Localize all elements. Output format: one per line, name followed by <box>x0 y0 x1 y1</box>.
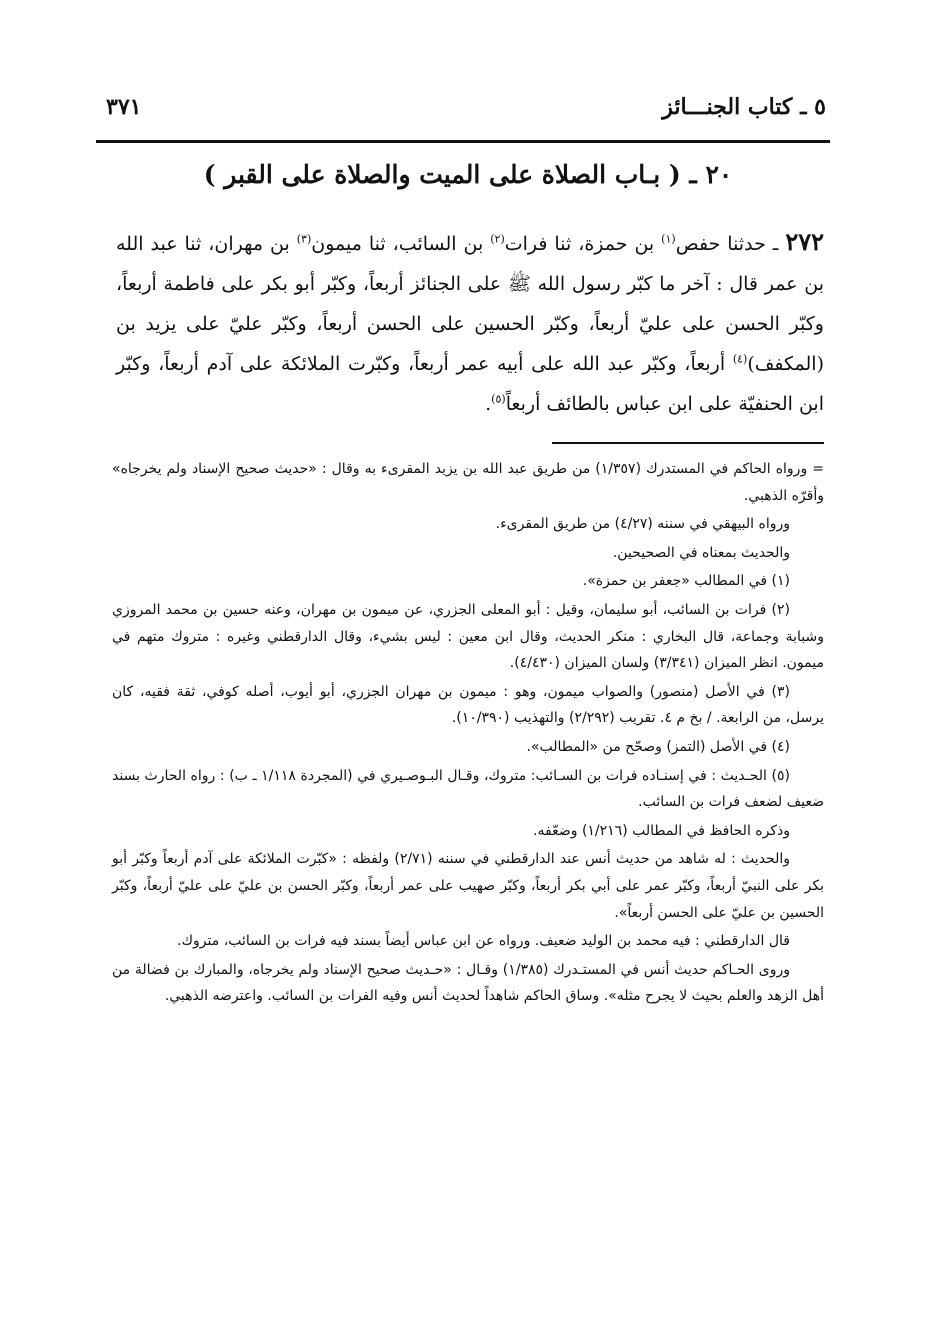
footnote: (٢) فرات بن السائب، أبو سليمان، وقيل : أبو المعلى الجزري، عن ميمون بن مهران، وعنه حسين بن محمد المروزي وشبابة وجماعة، قال البخاري : منكر الحديث، وقال ابن معين : ليس بشيء، وقال الدارقطني وغيره : متروك متهم في ميمون. انظر الميزان (٣/٣٤١) ولسان الميزان (٤/٤٣٠). <box>112 601 824 672</box>
hadith-number: ٢٧٢ <box>785 227 824 256</box>
hadith-segment: ـ حدثنا حفص <box>675 233 786 255</box>
hadith-segment: أربعاً، وكبّر عبد الله على أبيه عمر أربعاً، وكبّرت الملائكة على آدم أربعاً، وكبّر ابن الحنفيّة على ابن عباس بالطائف أربعاً <box>116 353 824 415</box>
footnote: قال الدارقطني : فيه محمد بن الوليد ضعيف. ورواه عن ابن عباس أيضاً بسند فيه فرات بن السائب، متروك. <box>177 933 790 950</box>
footnote-ref: (٤) <box>732 352 748 366</box>
footnote: وروى الحـاكم حديث أنس في المستـدرك (١/٣٨٥) وقـال : «حـديث صحيح الإسناد ولم يخرجاه، والمبارك بن فضالة من أهل الزهد والعلم بحيث لا يجرح مثله». وساق الحاكم شاهداً لحديث أنس وفيه الفرات بن السائب. واعترضه الذهبي. <box>112 961 824 1005</box>
footnote: (٣) في الأصل (منصور) والصواب ميمون، وهو : ميمون بن مهران الجزري، أبو أيوب، أصله كوفي، ثقة فقيه، كان يرسل، من الرابعة. / بخ م ٤. تقريب (٢/٢٩٢) والتهذيب (١٠/٣٩٠). <box>112 683 824 727</box>
footnote: والحديث : له شاهد من حديث أنس عند الدارقطني في سننه (٢/٧١) ولفظه : «كبّرت الملائكة على آدم أربعاً وكبّر أبو بكر على النبيّ أربعاً، وكبّر عمر على أبي بكر أربعاً، وكبّر صهيب على عمر أربعاً، وكبّر الحسن بن عليّ على عليّ أربعاً، وكبّر الحسين بن عليّ على الحسن أربعاً». <box>112 851 824 921</box>
footnote: وذكره الحافظ في المطالب (١/٢١٦) وضعّفه. <box>533 822 790 839</box>
page-number: ٣٧١ <box>106 94 142 120</box>
footnote-ref: (٢) <box>490 232 505 246</box>
footnote-ref: (٥) <box>491 392 506 406</box>
hadith-segment: بن حمزة، ثنا فرات <box>504 233 662 255</box>
running-header <box>96 88 826 132</box>
hadith-text <box>116 222 824 424</box>
hadith-segment: . <box>485 393 492 415</box>
chapter-title: ٥ ـ كتاب الجنـــائز <box>662 94 826 120</box>
footnote: (٥) الحـديث : في إسنـاده فرات بن السـائب: متروك، وقـال البـوصـيري في (المجردة ١/١١٨ ـ ب) : رواه الحارث بسند ضعيف لضعف فرات بن السائب. <box>112 767 824 811</box>
hadith-segment: بن السائب، ثنا ميمون <box>311 233 491 255</box>
header-rule <box>96 140 830 143</box>
section-heading: ٢٠ ـ ( بـاب الصلاة على الميت والصلاة على القبر ) <box>203 160 733 189</box>
footnote: والحديث بمعناه في الصحيحين. <box>612 544 790 561</box>
footnote: ورواه البيهقي في سننه (٤/٢٧) من طريق المقرىء. <box>495 516 790 533</box>
footnote: = ورواه الحاكم في المستدرك (١/٣٥٧) من طريق عبد الله بن يزيد المقرىء به وقال : «حديث صحيح الإسناد ولم يخرجاه» وأقرّه الذهبي. <box>112 461 824 504</box>
hadith-segment: بن مهران، ثنا عبد الله بن عمر قال : آخر ما كبّر رسول الله ﷺ على الجنائز أربعاً، وكبّر أبو بكر على فاطمة أربعاً، وكبّر الحسن على عليّ أربعاً، وكبّر الحسين على الحسن أربعاً، وكبّر عليّ على يزيد بن (المكفف) <box>116 233 824 375</box>
footnote: (٤) في الأصل (التمز) وصحّح من «المطالب». <box>526 738 790 755</box>
footnote: (١) في المطالب «جعفر بن حمزة». <box>582 573 790 590</box>
footnote-ref: (٣) <box>296 232 312 246</box>
footnotes <box>112 456 824 1012</box>
footnote-ref: (١) <box>661 232 676 246</box>
footnote-separator <box>552 442 824 444</box>
